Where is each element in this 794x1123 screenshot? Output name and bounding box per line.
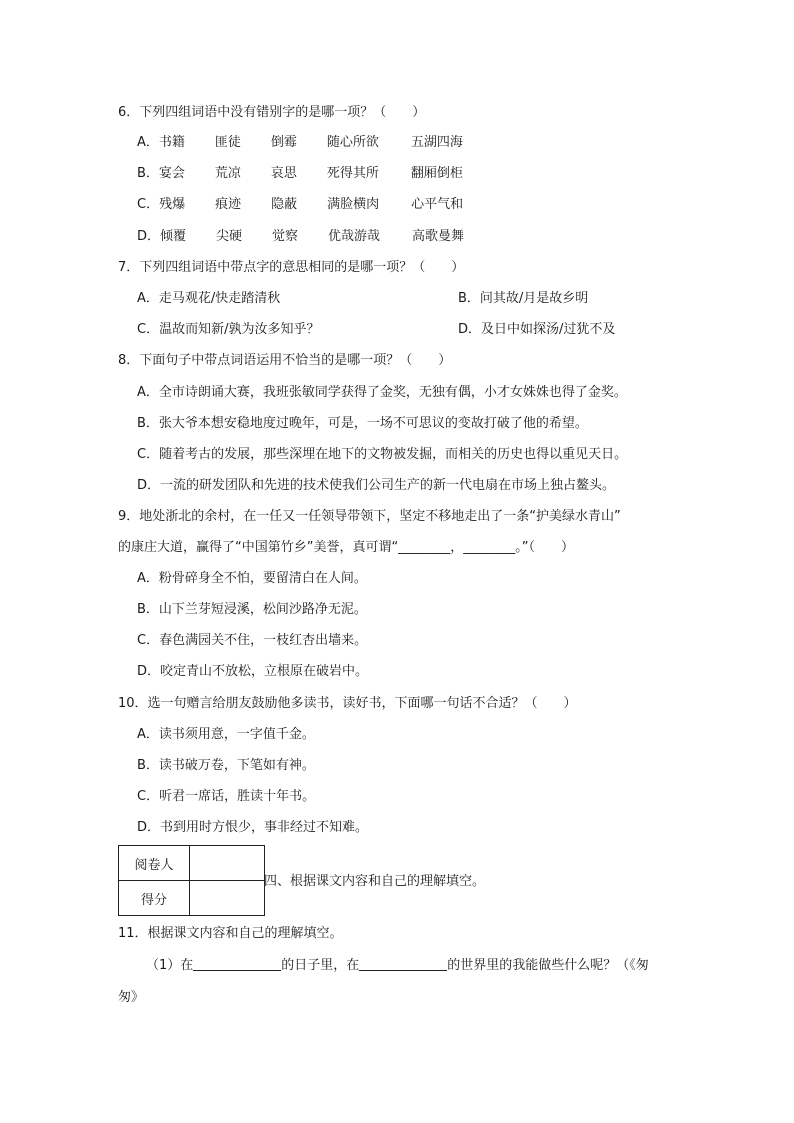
question-8-option-c: C．随着考古的发展，那些深埋在地下的文物被发掘，而相关的历史也得以重见天日。 <box>137 447 628 462</box>
question-6-stem: 6．下列四组词语中没有错别字的是哪一项？（ ） <box>118 105 426 120</box>
option-word: 书籍 <box>158 135 185 150</box>
option-word: 心平气和 <box>411 197 464 212</box>
question-9-option-b: B．山下兰芽短浸溪，松间沙路净无泥。 <box>137 602 367 617</box>
option-word: 痕迹 <box>215 197 242 212</box>
option-word: 翻厢倒柜 <box>410 166 463 181</box>
option-word: 死得其所 <box>326 166 379 181</box>
question-9-stem-line2: 的康庄大道，赢得了“中国第竹乡”美誉，真可谓“________，________。”（ ） <box>118 540 574 555</box>
option-word: 倒霉 <box>270 135 297 150</box>
option-word: 荒凉 <box>214 166 241 181</box>
part1-text-b: 的日子里，在 <box>281 958 360 973</box>
option-word: 倾覆 <box>160 229 187 244</box>
option-word: 隐蔽 <box>271 197 298 212</box>
part1-text-c: 的世界里的我能做些什么呢？（《匆 <box>447 958 649 973</box>
question-10-option-b: B．读书破万卷，下笔如有神。 <box>137 758 315 773</box>
question-8-option-b: B．张大爷本想安稳地度过晚年，可是，一场不可思议的变故打破了他的希望。 <box>137 416 588 431</box>
fill-blank-2[interactable] <box>359 956 447 971</box>
option-word: 觉察 <box>272 229 299 244</box>
question-10-option-c: C．听君一席话，胜读十年书。 <box>137 789 316 804</box>
part1-text-a: （1）在 <box>146 958 194 973</box>
option-word: 高歌曼舞 <box>412 229 465 244</box>
option-word: 残爆 <box>159 197 186 212</box>
option-word: 宴会 <box>158 166 185 181</box>
question-7-option-a: A．走马观花/快走踏清秋 <box>137 291 281 306</box>
question-6-option-d <box>137 227 496 247</box>
question-9-option-d: D．咬定青山不放松，立根原在破岩中。 <box>137 664 369 679</box>
question-9-option-a: A．粉骨碎身全不怕，要留清白在人间。 <box>137 571 367 586</box>
option-word: 五湖四海 <box>410 135 463 150</box>
option-word: 尖硬 <box>216 229 243 244</box>
question-7-stem: 7．下列四组词语中带点字的意思相同的是哪一项？（ ） <box>118 260 465 275</box>
question-7-option-c: C．温故而知新/孰为汝多知乎？ <box>137 322 320 337</box>
option-letter: D． <box>137 229 161 244</box>
question-10-option-d: D．书到用时方恨少，事非经过不知难。 <box>137 820 369 835</box>
question-9-option-c: C．春色满园关不住，一枝红杏出墙来。 <box>137 633 368 648</box>
question-6-option-a <box>137 133 495 153</box>
option-letter: B． <box>137 166 159 181</box>
question-10-option-a: A．读书须用意，一字值千金。 <box>137 727 315 742</box>
question-9-stem-line1: 9．地处浙北的余村，在一任又一任领导带领下，坚定不移地走出了一条“护美绿水青山” <box>118 509 621 524</box>
question-6-option-c <box>137 195 495 215</box>
option-word: 优哉游哉 <box>328 229 381 244</box>
score-cell <box>190 881 265 916</box>
option-letter: A． <box>137 135 159 150</box>
option-word: 匪徒 <box>214 135 241 150</box>
question-11-stem: 11．根据课文内容和自己的理解填空。 <box>118 926 343 941</box>
question-11-part-1 <box>146 956 649 976</box>
question-8-option-d: D．一流的研发团队和先进的技术使我们公司生产的新一代电扇在市场上独占鳌头。 <box>137 478 616 493</box>
score-label: 得分 <box>119 881 190 916</box>
question-7-option-d: D．及日中如探汤/过犹不及 <box>458 322 616 337</box>
fill-blank-1[interactable] <box>193 956 281 971</box>
question-10-stem: 10．选一句赠言给朋友鼓励他多读书，读好书，下面哪一句话不合适？（ ） <box>118 696 577 711</box>
reviewer-label: 阅卷人 <box>119 846 190 881</box>
option-letter: C． <box>137 197 160 212</box>
section-four-title: 四、根据课文内容和自己的理解填空。 <box>264 874 486 889</box>
question-7-option-b: B．问其故/月是故乡明 <box>458 291 589 306</box>
option-word: 随心所欲 <box>326 135 379 150</box>
option-word: 满脸横肉 <box>327 197 380 212</box>
question-11-part-1-cont: 匆》 <box>118 990 145 1005</box>
question-6-option-b <box>137 164 495 184</box>
option-word: 哀思 <box>270 166 297 181</box>
grading-table <box>118 845 265 916</box>
question-8-option-a: A．全市诗朗诵大赛，我班张敏同学获得了金奖，无独有偶，小才女姝姝也得了金奖。 <box>137 385 627 400</box>
question-8-stem: 8．下面句子中带点词语运用不恰当的是哪一项？（ ） <box>118 353 452 368</box>
reviewer-cell <box>190 846 265 881</box>
